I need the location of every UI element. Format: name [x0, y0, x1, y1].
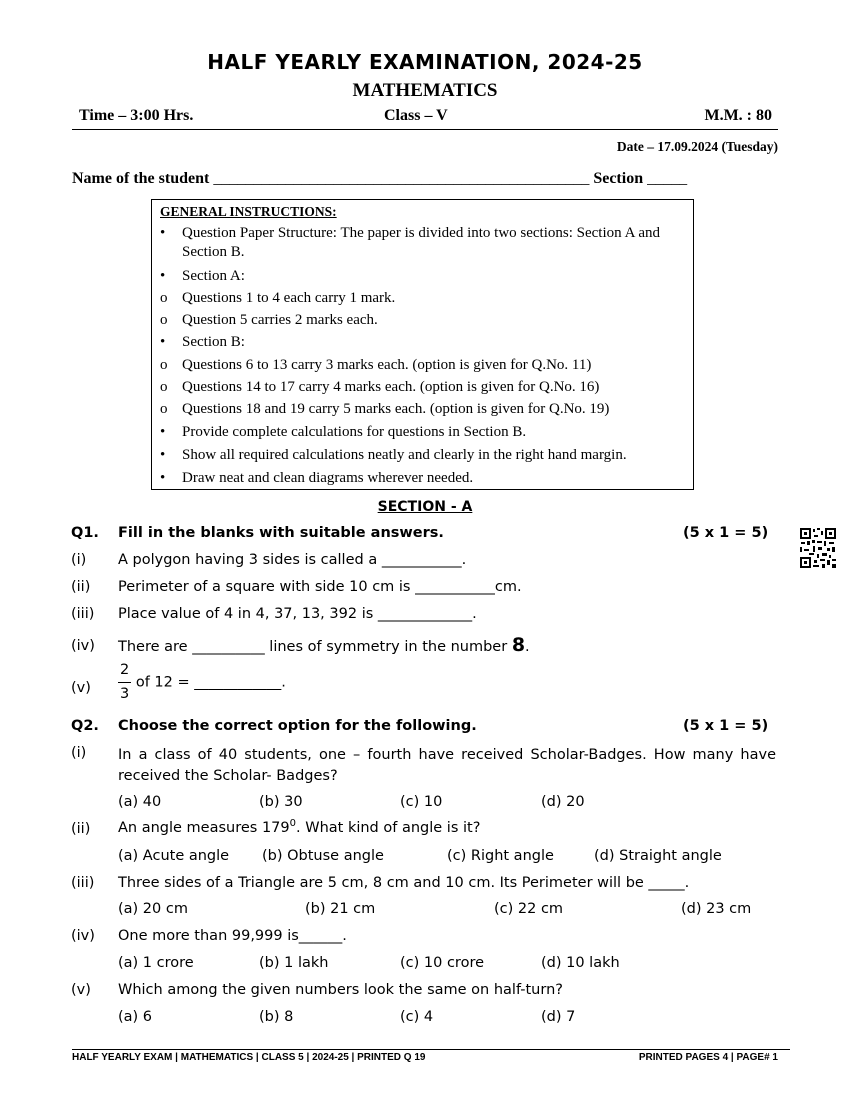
- instruction-text: Questions 1 to 4 each carry 1 mark.: [182, 290, 396, 306]
- fraction: [118, 662, 131, 703]
- option-a[interactable]: (a) 6: [118, 1009, 153, 1025]
- q1-iv-end: .: [525, 639, 530, 655]
- bullet-marker: o: [160, 401, 168, 417]
- option-c[interactable]: (c) 10 crore: [400, 955, 485, 971]
- option-c[interactable]: (c) Right angle: [447, 848, 554, 864]
- q2-part-number: (i): [71, 745, 87, 761]
- bullet-marker: o: [160, 290, 168, 306]
- option-b[interactable]: (b) 21 cm: [305, 901, 376, 917]
- instruction-item: [160, 311, 690, 330]
- q2-part-number: (iii): [71, 875, 95, 891]
- option-b[interactable]: (b) 1 lakh: [259, 955, 329, 971]
- exam-class: Class – V: [384, 107, 448, 124]
- subject-title: MATHEMATICS: [352, 80, 498, 101]
- bullet-marker: •: [160, 447, 166, 463]
- option-b[interactable]: (b) Obtuse angle: [262, 848, 384, 864]
- option-b[interactable]: (b) 30: [259, 794, 303, 810]
- fraction-denominator: 3: [118, 682, 131, 703]
- bullet-marker: o: [160, 312, 168, 328]
- exam-title: HALF YEARLY EXAMINATION, 2024-25: [207, 50, 643, 74]
- q1-part-number: (i): [71, 552, 87, 568]
- option-d[interactable]: (d) 10 lakh: [541, 955, 620, 971]
- degree-superscript: 0: [289, 818, 297, 829]
- instruction-text: Section B:: [182, 334, 245, 350]
- q1-part-number: (v): [71, 680, 91, 696]
- max-marks: M.M. : 80: [704, 107, 772, 124]
- q1-part-text: Place value of 4 in 4, 37, 13, 392 is _____________.: [118, 606, 477, 622]
- bullet-marker: •: [160, 334, 166, 350]
- q2-marks: (5 x 1 = 5): [683, 718, 769, 734]
- q1-part-number: (ii): [71, 579, 91, 595]
- bullet-marker: o: [160, 379, 168, 395]
- name-field[interactable]: _______________________________________________: [213, 170, 590, 187]
- qr-code-icon: [799, 527, 837, 569]
- instruction-text: Questions 18 and 19 carry 5 marks each. (option is given for Q.No. 19): [182, 401, 610, 417]
- q2-text: Choose the correct option for the following.: [118, 718, 477, 734]
- section-a-heading: SECTION - A: [377, 499, 473, 515]
- instruction-item: [160, 378, 690, 397]
- instructions-heading: GENERAL INSTRUCTIONS:: [160, 204, 337, 219]
- q1-part-text: [118, 662, 286, 703]
- instruction-text: Provide complete calculations for questions in Section B.: [182, 424, 527, 440]
- instruction-item: [160, 469, 690, 488]
- q1-part-number: (iii): [71, 606, 95, 622]
- student-name-row: [72, 170, 687, 188]
- option-d[interactable]: (d) 20: [541, 794, 585, 810]
- instruction-item: [160, 356, 690, 375]
- section-field[interactable]: _____: [647, 170, 688, 187]
- q2-part-number: (iv): [71, 928, 95, 944]
- instruction-item: [160, 333, 690, 352]
- instruction-text: Questions 14 to 17 carry 4 marks each. (option is given for Q.No. 16): [182, 379, 600, 395]
- option-d[interactable]: (d) 23 cm: [681, 901, 752, 917]
- q2-part-text: One more than 99,999 is______.: [118, 928, 347, 944]
- footer-right: PRINTED PAGES 4 | PAGE# 1: [638, 1052, 778, 1063]
- option-c[interactable]: (c) 22 cm: [494, 901, 564, 917]
- option-a[interactable]: (a) Acute angle: [118, 848, 230, 864]
- option-d[interactable]: (d) 7: [541, 1009, 576, 1025]
- bullet-marker: •: [160, 424, 166, 440]
- q2-ii-text: An angle measures 179: [118, 819, 290, 836]
- q2-number: Q2.: [71, 718, 99, 734]
- instruction-text: Question 5 carries 2 marks each.: [182, 312, 378, 328]
- instruction-item: [160, 423, 690, 442]
- q1-part-text: [118, 634, 530, 656]
- q1-iv-text: There are __________ lines of symmetry in the number: [118, 639, 512, 655]
- q2-part-number: (v): [71, 982, 91, 998]
- fraction-numerator: 2: [120, 662, 130, 678]
- instruction-text: Section A:: [182, 268, 245, 284]
- q2-part-text: In a class of 40 students, one – fourth have received Scholar-Badges. How many have received the Scholar- Badges?: [118, 747, 776, 784]
- exam-time: Time – 3:00 Hrs.: [79, 107, 194, 124]
- bullet-marker: •: [160, 225, 166, 241]
- section-label: Section: [593, 170, 644, 187]
- exam-date: Date – 17.09.2024 (Tuesday): [616, 139, 778, 154]
- q2-part-text: Which among the given numbers look the same on half-turn?: [118, 982, 563, 998]
- instruction-item: [160, 267, 690, 286]
- q1-marks: (5 x 1 = 5): [683, 525, 769, 541]
- fraction-rest-text: of 12 = ____________.: [131, 674, 286, 691]
- instruction-item: [160, 289, 690, 308]
- q1-part-number: (iv): [71, 638, 95, 654]
- q1-text: Fill in the blanks with suitable answers.: [118, 525, 444, 541]
- q2-part-text: [118, 818, 480, 836]
- footer-left: HALF YEARLY EXAM | MATHEMATICS | CLASS 5 | 2024-25 | PRINTED Q 19: [72, 1052, 426, 1063]
- instruction-item: [160, 224, 690, 262]
- q1-number: Q1.: [71, 525, 99, 541]
- instruction-item: [160, 446, 690, 465]
- name-label: Name of the student: [72, 170, 210, 187]
- instruction-text: Show all required calculations neatly and clearly in the right hand margin.: [182, 447, 627, 463]
- instruction-text: Questions 6 to 13 carry 3 marks each. (option is given for Q.No. 11): [182, 357, 592, 373]
- option-a[interactable]: (a) 1 crore: [118, 955, 194, 971]
- option-c[interactable]: (c) 4: [400, 1009, 434, 1025]
- bullet-marker: •: [160, 470, 166, 486]
- option-d[interactable]: (d) Straight angle: [594, 848, 722, 864]
- q2-ii-end: . What kind of angle is it?: [296, 819, 481, 836]
- big-number-eight: 8: [511, 634, 526, 656]
- bullet-marker: •: [160, 268, 166, 284]
- q2-part-text: Three sides of a Triangle are 5 cm, 8 cm and 10 cm. Its Perimeter will be _____.: [118, 875, 690, 891]
- header-rule: [72, 129, 778, 130]
- bullet-marker: o: [160, 357, 168, 373]
- q2-part-number: (ii): [71, 821, 91, 837]
- option-b[interactable]: (b) 8: [259, 1009, 294, 1025]
- instruction-text: Question Paper Structure: The paper is divided into two sections: Section A and Section B.: [182, 225, 660, 260]
- option-a[interactable]: (a) 40: [118, 794, 162, 810]
- q1-part-text: Perimeter of a square with side 10 cm is ___________cm.: [118, 579, 522, 595]
- option-a[interactable]: (a) 20 cm: [118, 901, 188, 917]
- q1-part-text: A polygon having 3 sides is called a ___________.: [118, 552, 467, 568]
- instruction-item: [160, 400, 690, 419]
- footer-rule: [72, 1049, 790, 1050]
- instruction-text: Draw neat and clean diagrams wherever needed.: [182, 470, 474, 486]
- option-c[interactable]: (c) 10: [400, 794, 443, 810]
- general-instructions-box: [151, 199, 694, 490]
